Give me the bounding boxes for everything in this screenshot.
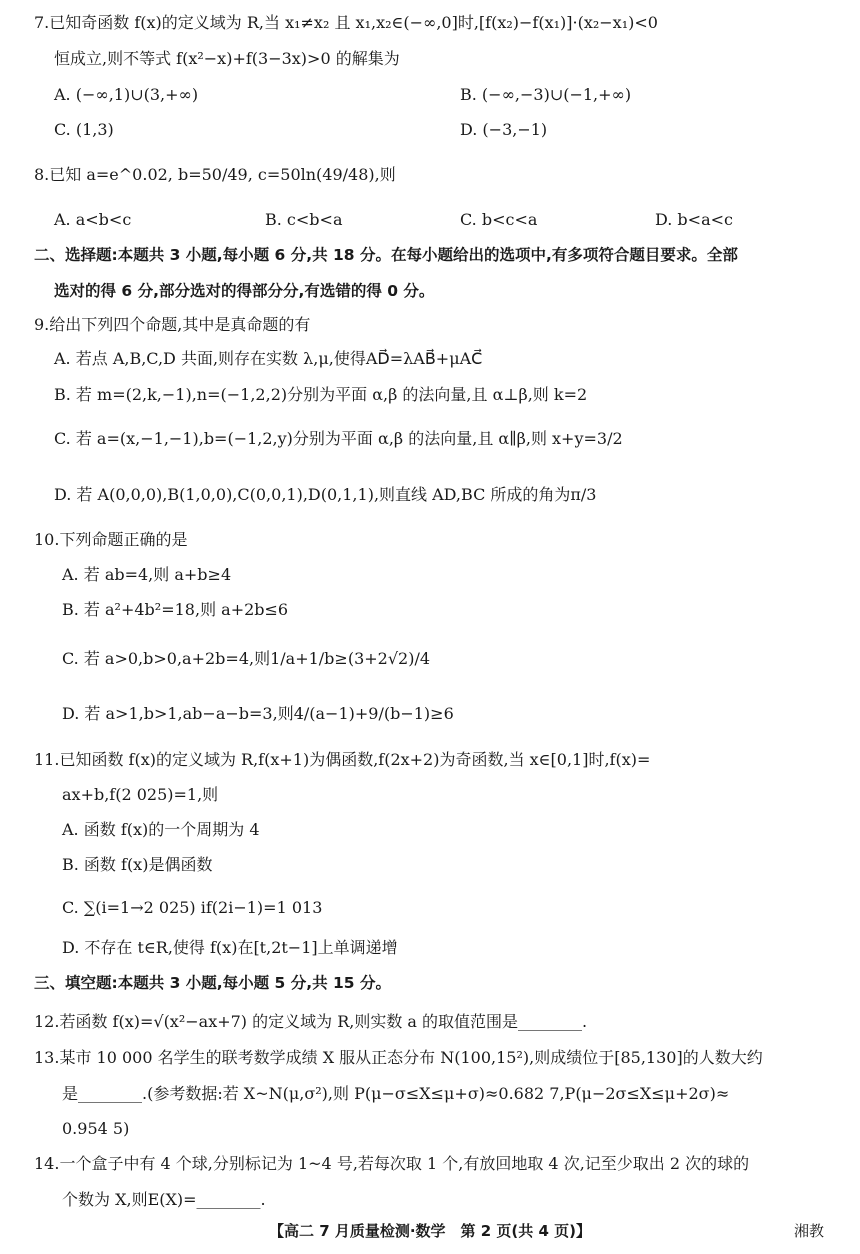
q9-stem: 9.给出下列四个命题,其中是真命题的有 xyxy=(34,315,311,334)
q10-option-b: B. 若 a²+4b²=18,则 a+2b≤6 xyxy=(62,600,289,619)
q13-line2: 是________.(参考数据:若 X~N(μ,σ²),则 P(μ−σ≤X≤μ+σ)≈0.682 7,P(μ−2σ≤X≤μ+2σ)≈ xyxy=(62,1084,730,1103)
q7-option-b: B. (−∞,−3)∪(−1,+∞) xyxy=(460,85,632,104)
q8-option-b: B. c<b<a xyxy=(265,210,343,229)
q11-option-a: A. 函数 f(x)的一个周期为 4 xyxy=(62,820,260,839)
page-footer xyxy=(0,1217,860,1245)
q10-option-d: D. 若 a>1,b>1,ab−a−b=3,则4/(a−1)+9/(b−1)≥6 xyxy=(62,704,454,723)
q14-line2: 个数为 X,则E(X)=________. xyxy=(62,1190,266,1209)
q11-option-d: D. 不存在 t∈R,使得 f(x)在[t,2t−1]上单调递增 xyxy=(62,938,398,957)
q14-line1: 14.一个盒子中有 4 个球,分别标记为 1~4 号,若每次取 1 个,有放回地取 4 次,记至少取出 2 次的球的 xyxy=(34,1154,750,1173)
q7-option-c: C. (1,3) xyxy=(54,120,114,139)
q8-option-d: D. b<a<c xyxy=(655,210,733,229)
footer-publisher: 湘教 xyxy=(793,1222,824,1240)
q7-stem-line2: 恒成立,则不等式 f(x²−x)+f(3−3x)>0 的解集为 xyxy=(54,49,400,68)
q7-option-d: D. (−3,−1) xyxy=(460,120,548,139)
q10-option-c: C. 若 a>0,b>0,a+2b=4,则1/a+1/b≥(3+2√2)/4 xyxy=(62,649,431,668)
q8-option-a: A. a<b<c xyxy=(54,210,132,229)
q7-option-a: A. (−∞,1)∪(3,+∞) xyxy=(54,85,199,104)
q9-option-c: C. 若 a=(x,−1,−1),b=(−1,2,y)分别为平面 α,β 的法向量,且 α∥β,则 x+y=3/2 xyxy=(54,429,623,448)
footer-exam-info: 【高二 7 月质量检测·数学 第 2 页(共 4 页)】 xyxy=(268,1222,592,1240)
q10-option-a: A. 若 ab=4,则 a+b≥4 xyxy=(62,565,232,584)
q9-option-a: A. 若点 A,B,C,D 共面,则存在实数 λ,μ,使得AD⃗=λAB⃗+μAC⃗ xyxy=(54,349,483,368)
q13-line1: 13.某市 10 000 名学生的联考数学成绩 X 服从正态分布 N(100,15²),则成绩位于[85,130]的人数大约 xyxy=(34,1048,763,1067)
section-3-heading: 三、填空题:本题共 3 小题,每小题 5 分,共 15 分。 xyxy=(34,974,391,992)
q8-option-c: C. b<c<a xyxy=(460,210,538,229)
q8-stem: 8.已知 a=e^0.02, b=50/49, c=50ln(49/48),则 xyxy=(34,165,396,184)
q11-option-b: B. 函数 f(x)是偶函数 xyxy=(62,855,213,874)
q12-stem: 12.若函数 f(x)=√(x²−ax+7) 的定义域为 R,则实数 a 的取值范围是________. xyxy=(34,1012,588,1031)
q10-stem: 10.下列命题正确的是 xyxy=(34,530,188,549)
q11-option-c: C. ∑(i=1→2 025) if(2i−1)=1 013 xyxy=(62,898,323,917)
q13-line3: 0.954 5) xyxy=(62,1119,130,1138)
q11-stem-line1: 11.已知函数 f(x)的定义域为 R,f(x+1)为偶函数,f(2x+2)为奇函数,当 x∈[0,1]时,f(x)= xyxy=(34,750,651,769)
q7-stem-line1: 7.已知奇函数 f(x)的定义域为 R,当 x₁≠x₂ 且 x₁,x₂∈(−∞,0]时,[f(x₂)−f(x₁)]·(x₂−x₁)<0 xyxy=(34,13,658,32)
section-2-heading: 二、选择题:本题共 3 小题,每小题 6 分,共 18 分。在每小题给出的选项中,有多项符合题目要求。全部 xyxy=(34,246,738,264)
q9-option-b: B. 若 m=(2,k,−1),n=(−1,2,2)分别为平面 α,β 的法向量,且 α⊥β,则 k=2 xyxy=(54,385,588,404)
section-2-heading-cont: 选对的得 6 分,部分选对的得部分分,有选错的得 0 分。 xyxy=(54,282,435,300)
q9-option-d: D. 若 A(0,0,0),B(1,0,0),C(0,0,1),D(0,1,1),则直线 AD,BC 所成的角为π/3 xyxy=(54,485,597,504)
q11-stem-line2: ax+b,f(2 025)=1,则 xyxy=(62,785,219,804)
